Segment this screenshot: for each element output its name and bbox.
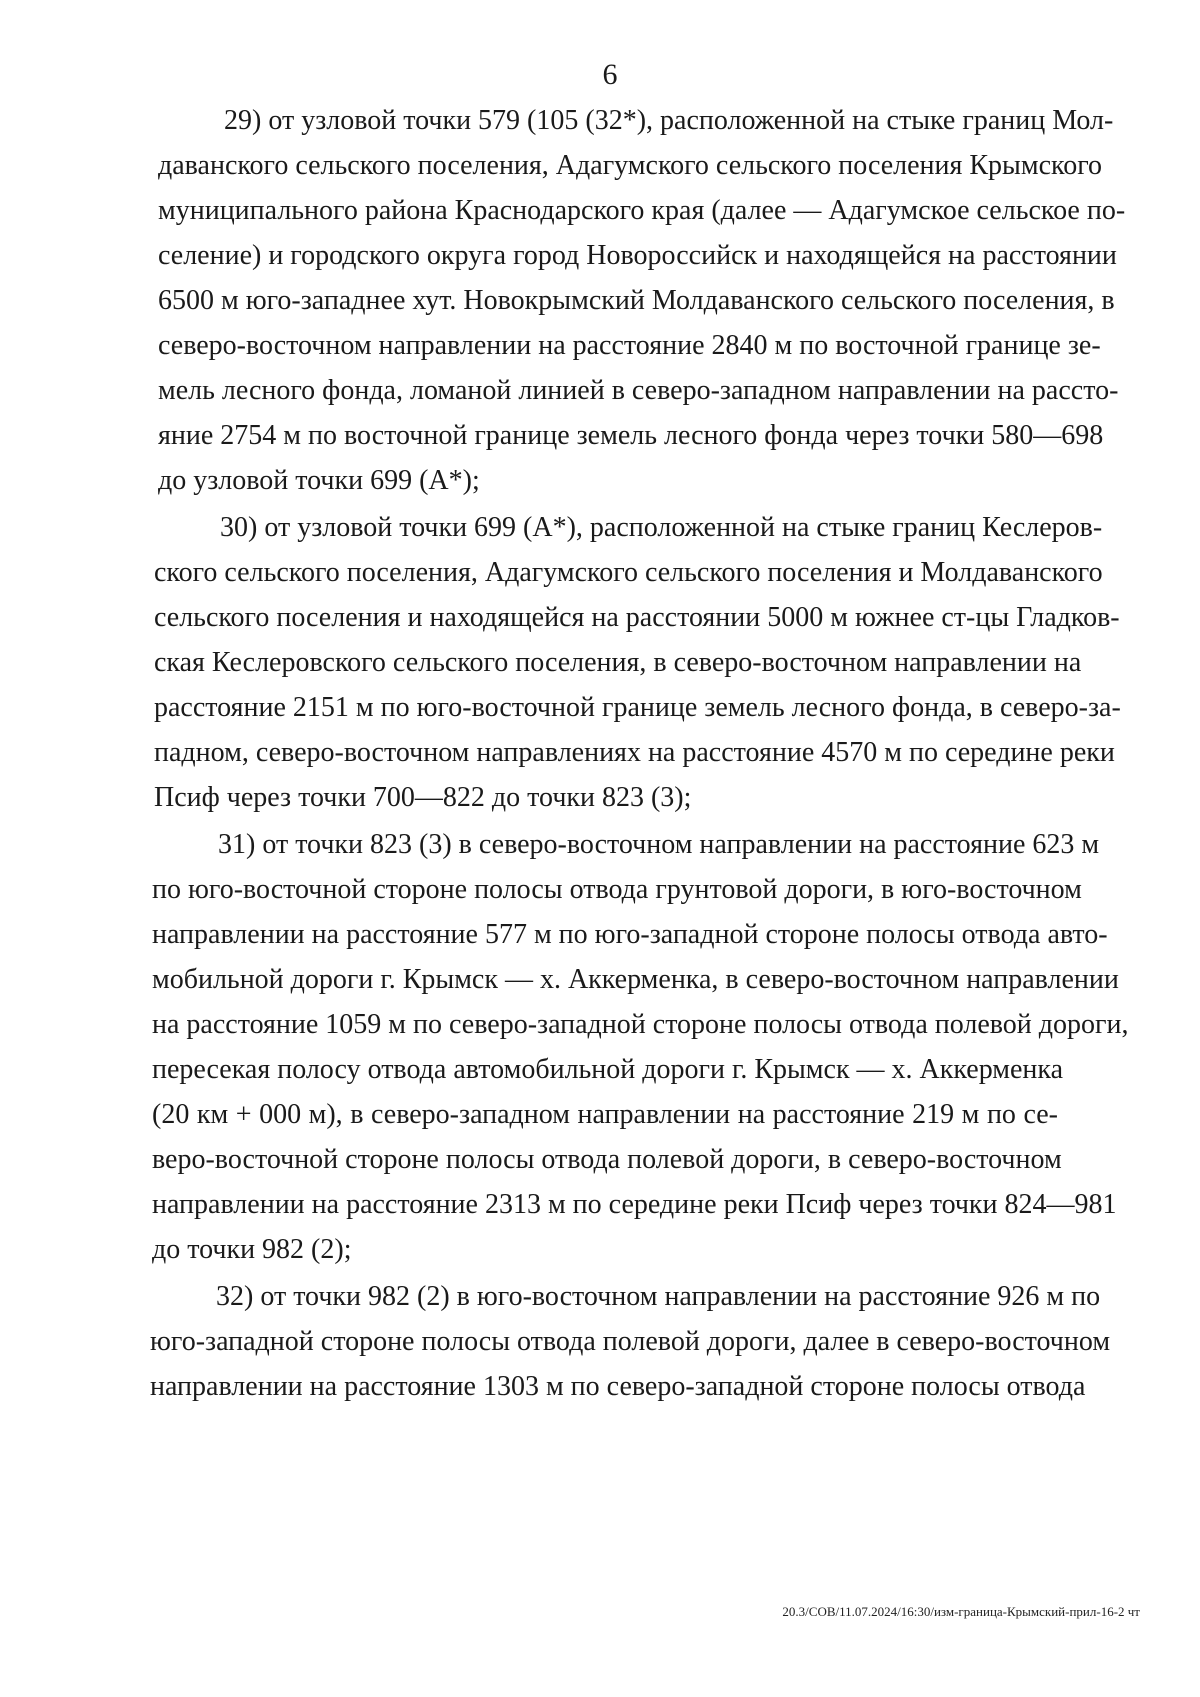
text-line: мобильной дороги г. Крымск — х. Аккерменка, в северо-восточном направлении [152,964,1119,995]
paragraph-30 [154,505,1121,820]
text-line: 32) от точки 982 (2) в юго-восточном направлении на расстояние 926 м по [216,1281,1101,1312]
text-line: направлении на расстояние 1303 м по северо-западной стороне полосы отвода [150,1371,1086,1402]
text-line: 30) от узловой точки 699 (А*), расположенной на стыке границ Кеслеров- [220,512,1103,543]
text-line: до точки 982 (2); [152,1234,352,1265]
text-line: муниципального района Краснодарского края (далее — Адагумское сельское по- [158,195,1126,226]
text-line: мель лесного фонда, ломаной линией в северо-западном направлении на рассто- [158,375,1119,406]
text-line: ская Кеслеровского сельского поселения, в северо-восточном направлении на [154,647,1082,678]
text-line: ского сельского поселения, Адагумского сельского поселения и Молдаванского [154,557,1103,588]
text-line: до узловой точки 699 (А*); [158,465,480,496]
text-line: 31) от точки 823 (3) в северо-восточном направлении на расстояние 623 м [218,829,1100,860]
text-line: 6500 м юго-западнее хут. Новокрымский Молдаванского сельского поселения, в [158,285,1115,316]
text-line: веро-восточной стороне полосы отвода полевой дороги, в северо-восточном [152,1144,1062,1175]
paragraph-29 [158,98,1126,503]
text-line: по юго-восточной стороне полосы отвода грунтовой дороги, в юго-восточном [152,874,1082,905]
page-number: 6 [602,58,618,91]
text-line: 29) от узловой точки 579 (105 (32*), расположенной на стыке границ Мол- [224,105,1114,136]
text-line: северо-восточном направлении на расстояние 2840 м по восточной границе зе- [158,330,1101,361]
paragraph-31 [152,822,1129,1272]
text-line: направлении на расстояние 577 м по юго-западной стороне полосы отвода авто- [152,919,1108,950]
document-body [0,98,1200,1409]
document-footer-reference: 20.3/СОВ/11.07.2024/16:30/изм-граница-Крымский-прил-16-2 чт [782,1604,1140,1619]
text-line: направлении на расстояние 2313 м по середине реки Псиф через точки 824—981 [152,1189,1117,1220]
text-line: расстояние 2151 м по юго-восточной границе земель лесного фонда, в северо-за- [154,692,1121,723]
text-line: юго-западной стороне полосы отвода полевой дороги, далее в северо-восточном [150,1326,1111,1357]
text-line: даванского сельского поселения, Адагумского сельского поселения Крымского [158,150,1102,181]
text-line: на расстояние 1059 м по северо-западной стороне полосы отвода полевой дороги, [152,1009,1129,1040]
text-line: селение) и городского округа город Новороссийск и находящейся на расстоянии [158,240,1117,271]
paragraph-32 [150,1274,1111,1409]
text-line: сельского поселения и находящейся на расстоянии 5000 м южнее ст-цы Гладков- [154,602,1120,633]
text-line: пересекая полосу отвода автомобильной дороги г. Крымск — х. Аккерменка [152,1054,1064,1085]
text-line: падном, северо-восточном направлениях на расстояние 4570 м по середине реки [154,737,1115,768]
text-line: яние 2754 м по восточной границе земель лесного фонда через точки 580—698 [158,420,1104,451]
text-line: (20 км + 000 м), в северо-западном направлении на расстояние 219 м по се- [152,1099,1058,1130]
text-line: Псиф через точки 700—822 до точки 823 (3); [154,782,692,813]
